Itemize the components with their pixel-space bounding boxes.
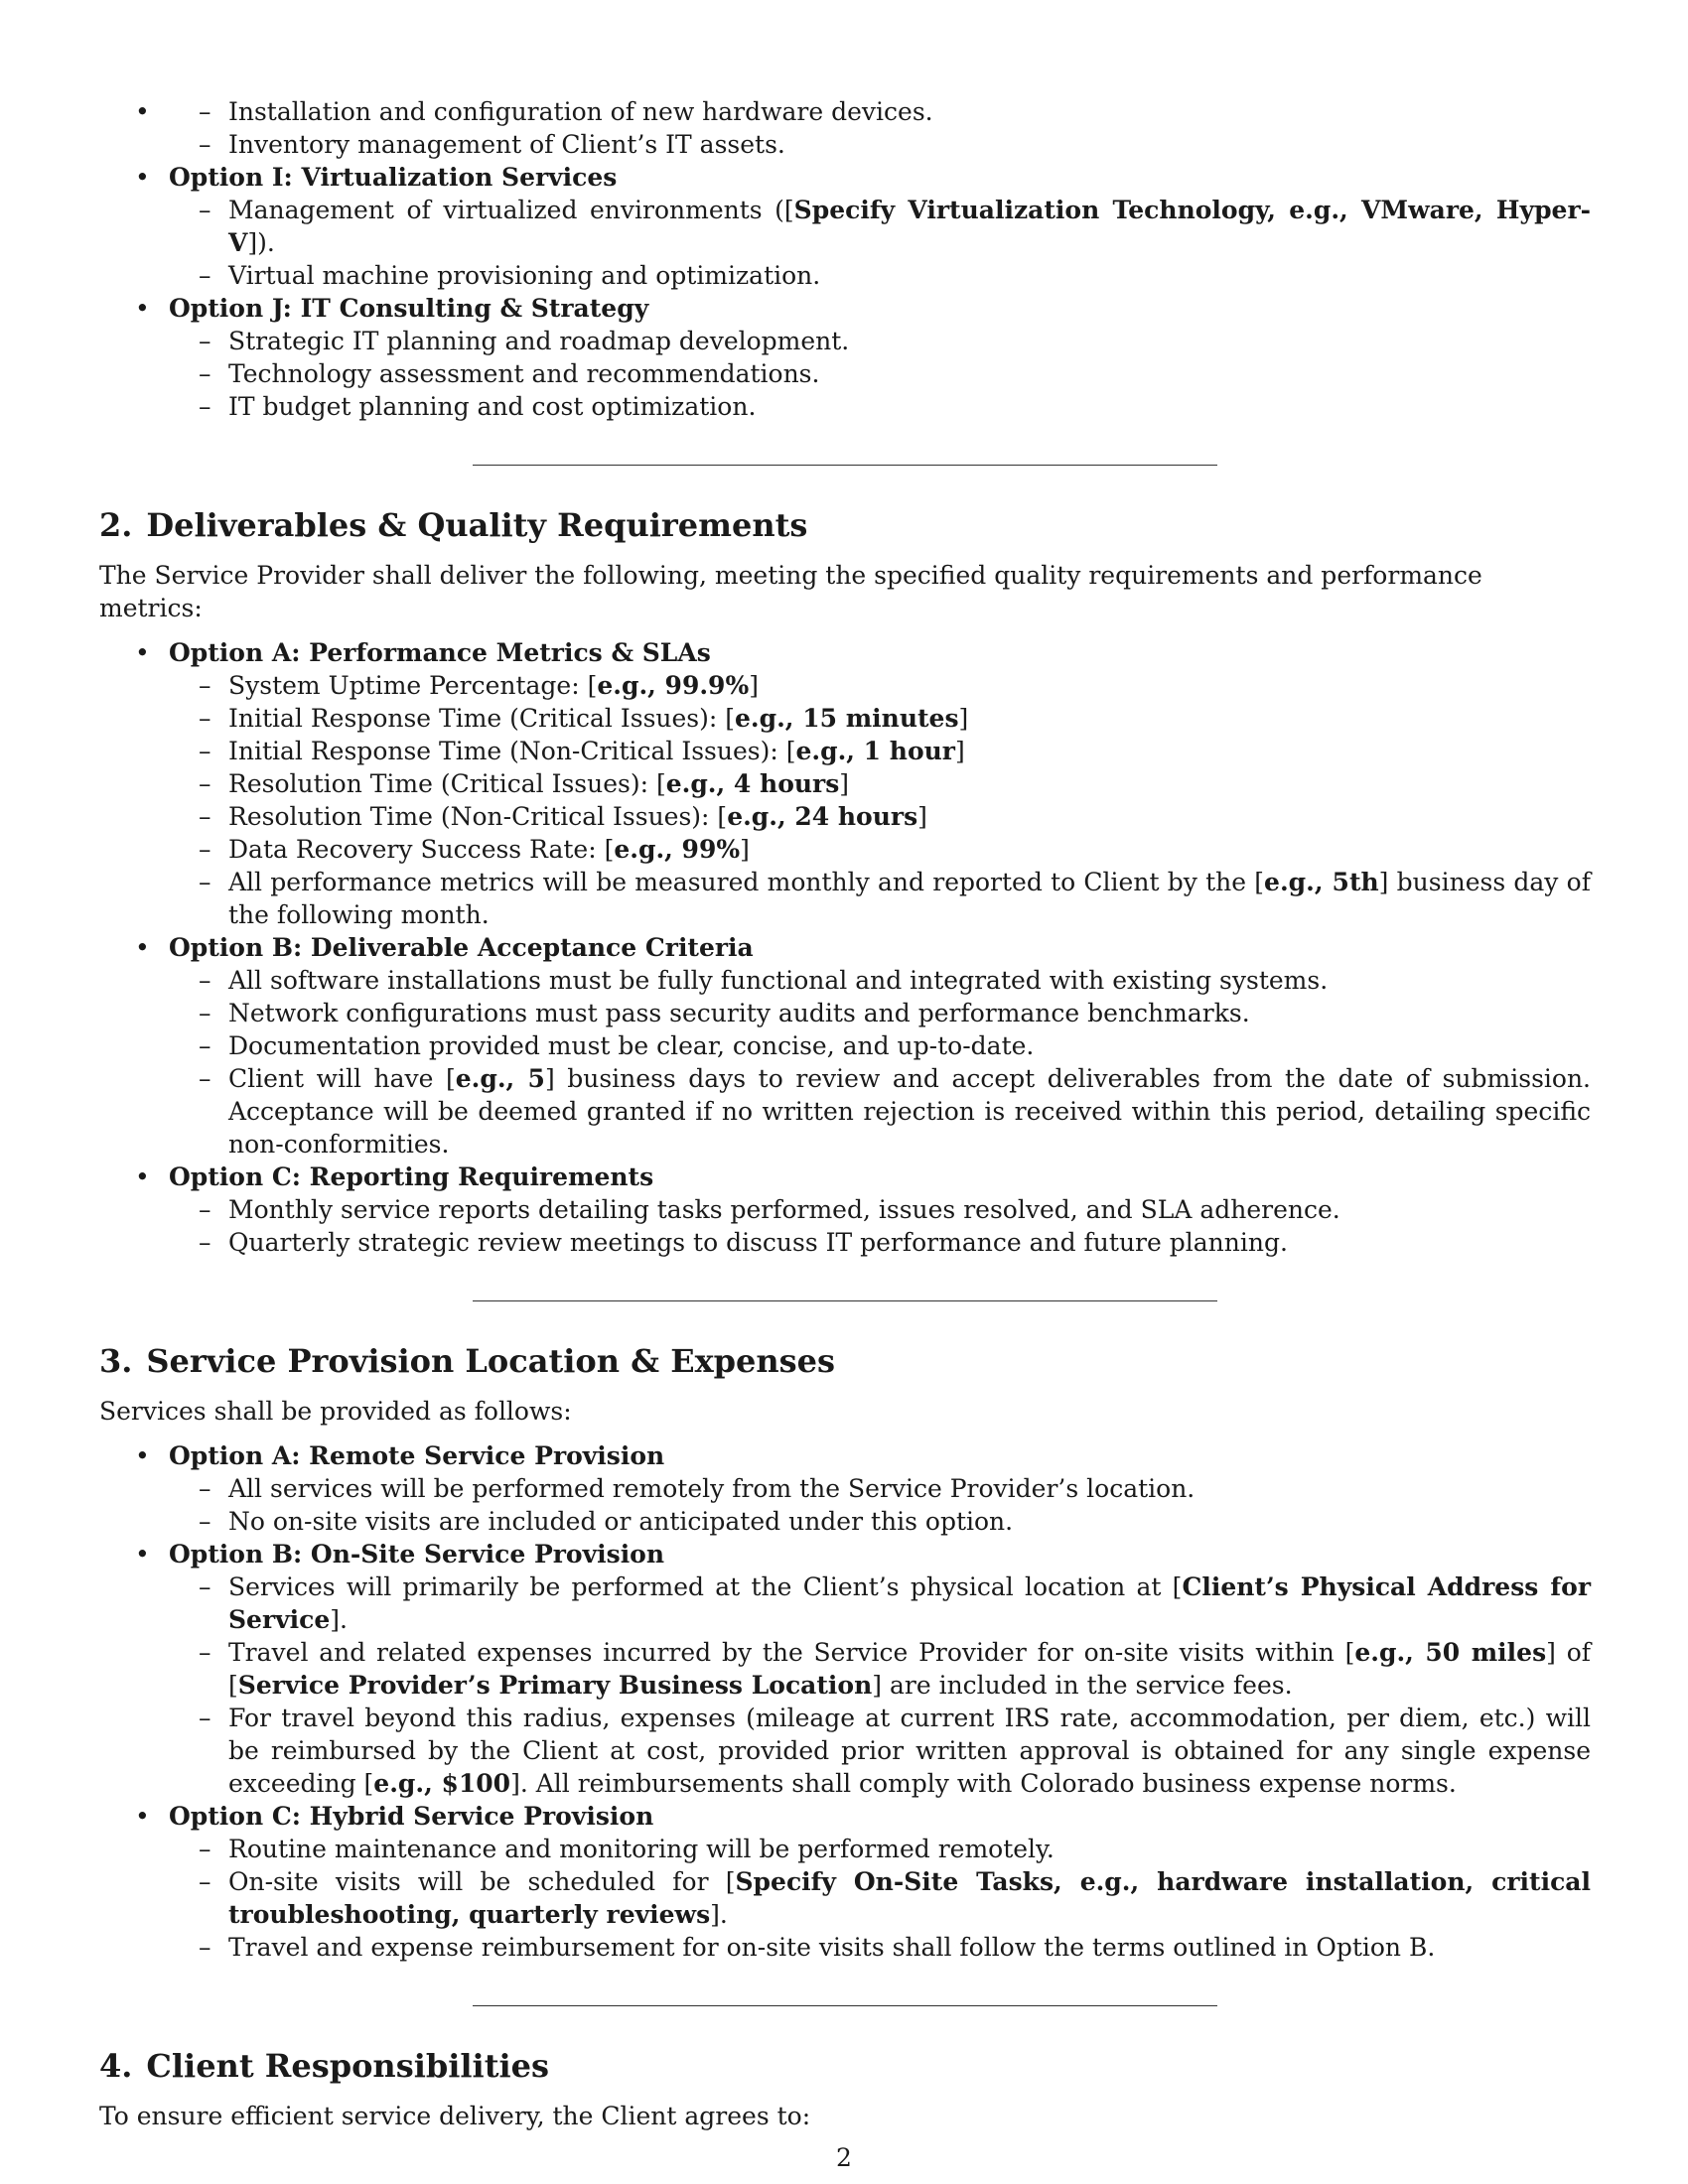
option-title: • Option B: Deliverable Acceptance Criteria (169, 933, 754, 962)
option-title: • Option B: On-Site Service Provision (169, 1540, 665, 1569)
document-page (99, 95, 1591, 2144)
list-item: – Travel and related expenses incurred by the Service Provider for on-site visits within [e.g., 50 miles] of [Service Provider’s Primary Business Location] are included in the service fees. (169, 1636, 1591, 1702)
section-intro: To ensure efficient service delivery, the Client agrees to: (99, 2102, 811, 2130)
placeholder-field: e.g., 50 miles (1354, 1638, 1547, 1667)
list-item: – On-site visits will be scheduled for [Specify On-Site Tasks, e.g., hardware installation, critical troubleshooting, quarterly reviews]. (169, 1865, 1591, 1931)
list-item: – • Installation and configuration of new hardware devices. (169, 95, 1591, 128)
list-item: – All performance metrics will be measured monthly and reported to Client by the [e.g., 5th] business day of the following month. (169, 866, 1591, 931)
deliverables-options-list (99, 636, 1591, 1259)
list-item: – No on-site visits are included or anticipated under this option. (169, 1505, 1591, 1538)
section-heading-location-expenses: 3. Service Provision Location & Expenses (99, 1342, 836, 1380)
metric-item: – Resolution Time (Non-Critical Issues): [e.g., 24 hours] (169, 800, 1591, 833)
list-item: – Network configurations must pass security audits and performance benchmarks. (169, 997, 1591, 1029)
placeholder-field: Service Provider’s Primary Business Location (237, 1671, 873, 1700)
list-item: – All software installations must be fully functional and integrated with existing systems. (169, 964, 1591, 997)
location-options-list (99, 1439, 1591, 1964)
section-divider (473, 1300, 1217, 1301)
option-title: • Option C: Hybrid Service Provision (169, 1802, 654, 1831)
list-item: – All services will be performed remotely from the Service Provider’s location. (169, 1472, 1591, 1505)
metric-item: – Initial Response Time (Critical Issues): [e.g., 15 minutes] (169, 702, 1591, 735)
option-j (99, 292, 1591, 423)
placeholder-field: e.g., 99.9% (597, 671, 750, 700)
metric-item: – Resolution Time (Critical Issues): [e.g., 4 hours] (169, 767, 1591, 800)
section-divider (473, 2005, 1217, 2006)
metric-item: – Initial Response Time (Non-Critical Issues): [e.g., 1 hour] (169, 735, 1591, 767)
option-title: • Option A: Remote Service Provision (169, 1441, 665, 1470)
list-item: – Services will primarily be performed at the Client’s physical location at [Client’s Physical Address for Service]. (169, 1570, 1591, 1636)
list-item: – For travel beyond this radius, expenses (mileage at current IRS rate, accommodation, per diem, etc.) will be reimbursed by the Client at cost, provided prior written approval is obtained for any single expense exceeding [e.g., $100]. All reimbursements shall comply with Colorado business expense norms. (169, 1702, 1591, 1800)
option-i (99, 161, 1591, 292)
placeholder-field: e.g., 4 hours (665, 769, 840, 798)
option-a-remote (99, 1439, 1591, 1538)
option-c-hybrid (99, 1800, 1591, 1964)
services-options-list (99, 95, 1591, 423)
list-item: – Quarterly strategic review meetings to discuss IT performance and future planning. (169, 1226, 1591, 1259)
list-item: – Inventory management of Client’s IT assets. (169, 128, 1591, 161)
section-heading-deliverables: 2. Deliverables & Quality Requirements (99, 506, 808, 544)
option-a-performance-metrics (99, 636, 1591, 931)
placeholder-field: e.g., 1 hour (795, 737, 955, 765)
section-intro: Services shall be provided as follows: (99, 1397, 572, 1426)
option-b-on-site (99, 1538, 1591, 1800)
placeholder-field: Specify On-Site Tasks, e.g., hardware installation, critical troubleshooting, quarterly reviews (228, 1867, 1592, 1929)
option-title: • Option J: IT Consulting & Strategy (169, 294, 649, 323)
continued-sub-list (169, 95, 1591, 161)
option-title: • Option A: Performance Metrics & SLAs (169, 638, 711, 667)
option-b-acceptance-criteria (99, 931, 1591, 1160)
list-item: – Documentation provided must be clear, concise, and up-to-date. (169, 1029, 1591, 1062)
list-item: – Virtual machine provisioning and optimization. (169, 259, 1591, 292)
section-divider (473, 465, 1217, 466)
placeholder-field: e.g., 15 minutes (735, 704, 959, 733)
metric-item: – Data Recovery Success Rate: [e.g., 99%] (169, 833, 1591, 866)
placeholder-field: e.g., 24 hours (727, 802, 918, 831)
placeholder-field: e.g., 5 (455, 1064, 545, 1093)
option-title: • Option C: Reporting Requirements (169, 1162, 654, 1191)
previous-option-continuation (99, 95, 1591, 161)
page-number: 2 (836, 2143, 852, 2172)
list-item: – Routine maintenance and monitoring will be performed remotely. (169, 1833, 1591, 1865)
section-heading-client-responsibilities: 4. Client Responsibilities (99, 2047, 550, 2085)
section-intro: The Service Provider shall deliver the following, meeting the specified quality requirements and performance metrics: (99, 561, 1482, 622)
list-item: – Technology assessment and recommendations. (169, 357, 1591, 390)
metric-item: – System Uptime Percentage: [e.g., 99.9%] (169, 669, 1591, 702)
placeholder-field: e.g., 99% (614, 835, 741, 864)
option-title: • Option I: Virtualization Services (169, 163, 618, 192)
placeholder-field: e.g., 5th (1264, 868, 1379, 896)
placeholder-field: Specify Virtualization Technology, e.g., VMware, Hyper-V (228, 196, 1591, 257)
list-item: – Strategic IT planning and roadmap development. (169, 325, 1591, 357)
placeholder-field: e.g., $100 (373, 1769, 511, 1798)
list-item: – IT budget planning and cost optimization. (169, 390, 1591, 423)
placeholder-field: Client’s Physical Address for Service (228, 1572, 1591, 1634)
list-item: – Management of virtualized environments ([Specify Virtualization Technology, e.g., VMware, Hyper-V]). (169, 194, 1591, 259)
list-item: – Travel and expense reimbursement for on-site visits shall follow the terms outlined in Option B. (169, 1931, 1591, 1964)
option-c-reporting (99, 1160, 1591, 1259)
list-item: – Monthly service reports detailing tasks performed, issues resolved, and SLA adherence. (169, 1193, 1591, 1226)
list-item: – Client will have [e.g., 5] business days to review and accept deliverables from the date of submission. Acceptance will be deemed granted if no written rejection is received within this period, detailing specific non-conformities. (169, 1062, 1591, 1160)
